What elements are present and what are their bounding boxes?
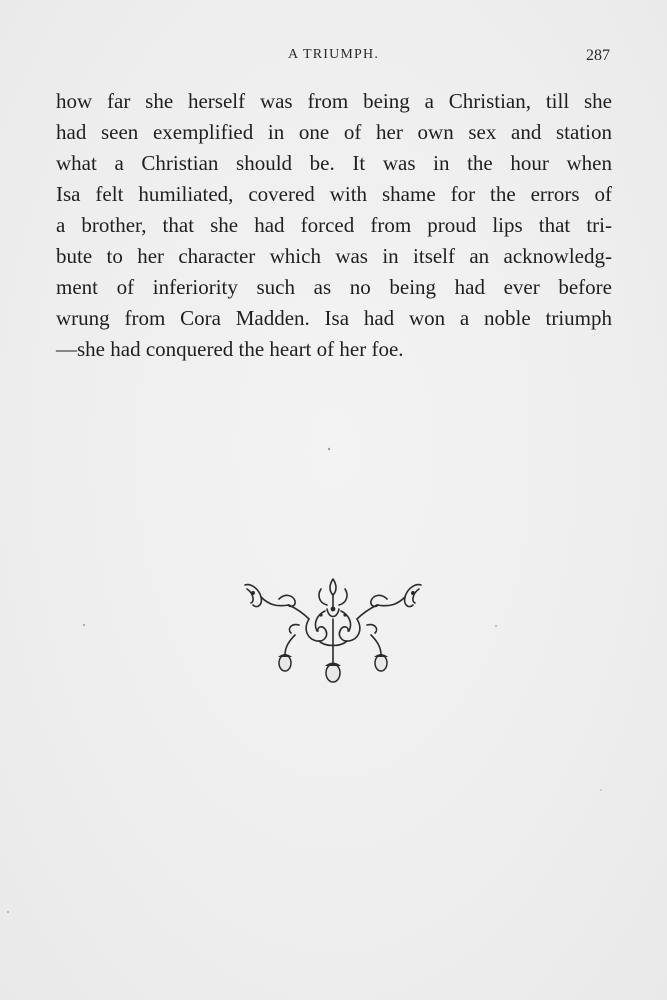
text-line: Isa felt humiliated, covered with shame for the errors of xyxy=(56,182,612,206)
floral-tailpiece-ornament-icon xyxy=(233,575,433,690)
text-line: ment of inferiority such as no being had ever before xyxy=(56,275,612,299)
text-line: a brother, that she had forced from proud lips that tri- xyxy=(56,213,612,237)
page-number: 287 xyxy=(586,47,610,64)
body-text xyxy=(56,86,612,365)
text-line: what a Christian should be. It was in the hour when xyxy=(56,151,612,175)
text-line: wrung from Cora Madden. Isa had won a noble triumph xyxy=(56,306,612,330)
running-head xyxy=(0,47,667,69)
text-line: bute to her character which was in itself an acknowledg- xyxy=(56,244,612,268)
text-line: how far she herself was from being a Christian, till she xyxy=(56,89,612,113)
text-line-last: —she had conquered the heart of her foe. xyxy=(56,337,404,361)
running-title: A TRIUMPH. xyxy=(287,47,380,62)
text-line: had seen exemplified in one of her own sex and station xyxy=(56,120,612,144)
